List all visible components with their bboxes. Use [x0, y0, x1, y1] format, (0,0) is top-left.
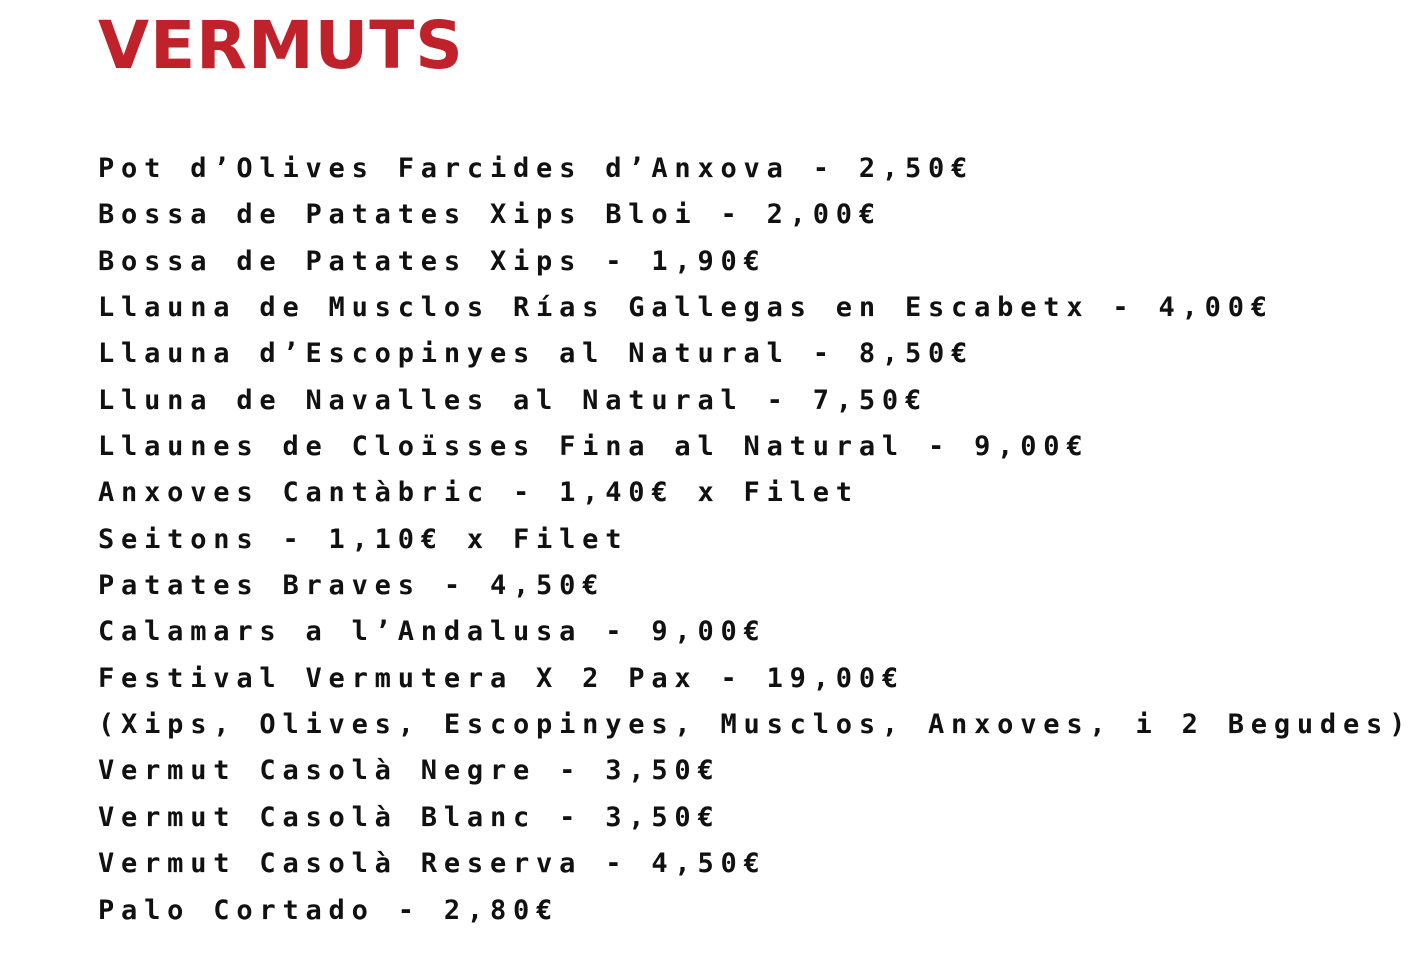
menu-item: Bossa de Patates Xips - 1,90€: [98, 245, 767, 277]
menu-item: Seitons - 1,10€ x Filet: [98, 523, 629, 555]
menu-item-note: (Xips, Olives, Escopinyes, Musclos, Anxoves, i 2 Begudes): [98, 709, 1413, 741]
menu-list: [98, 146, 1413, 934]
menu-item: Calamars a l’Andalusa - 9,00€: [98, 616, 767, 648]
menu-item: Vermut Casolà Reserva - 4,50€: [98, 848, 767, 880]
menu-item: Llaunes de Cloïsses Fina al Natural - 9,00€: [98, 431, 1090, 463]
menu-item: Llauna d’Escopinyes al Natural - 8,50€: [98, 338, 975, 370]
menu-item: Anxoves Cantàbric - 1,40€ x Filet: [98, 477, 859, 509]
page-title: VERMUTS: [98, 7, 464, 84]
menu-item: Llauna de Musclos Rías Gallegas en Escabetx - 4,00€: [98, 292, 1274, 324]
menu-item: Lluna de Navalles al Natural - 7,50€: [98, 384, 928, 416]
menu-item: Patates Braves - 4,50€: [98, 570, 606, 602]
menu-item: Festival Vermutera X 2 Pax - 19,00€: [98, 662, 905, 694]
menu-item: Bossa de Patates Xips Bloi - 2,00€: [98, 199, 882, 231]
menu-item: Palo Cortado - 2,80€: [98, 894, 560, 926]
menu-item: Vermut Casolà Blanc - 3,50€: [98, 801, 721, 833]
menu-item: Pot d’Olives Farcides d’Anxova - 2,50€: [98, 153, 975, 184]
menu-item: Vermut Casolà Negre - 3,50€: [98, 755, 721, 787]
